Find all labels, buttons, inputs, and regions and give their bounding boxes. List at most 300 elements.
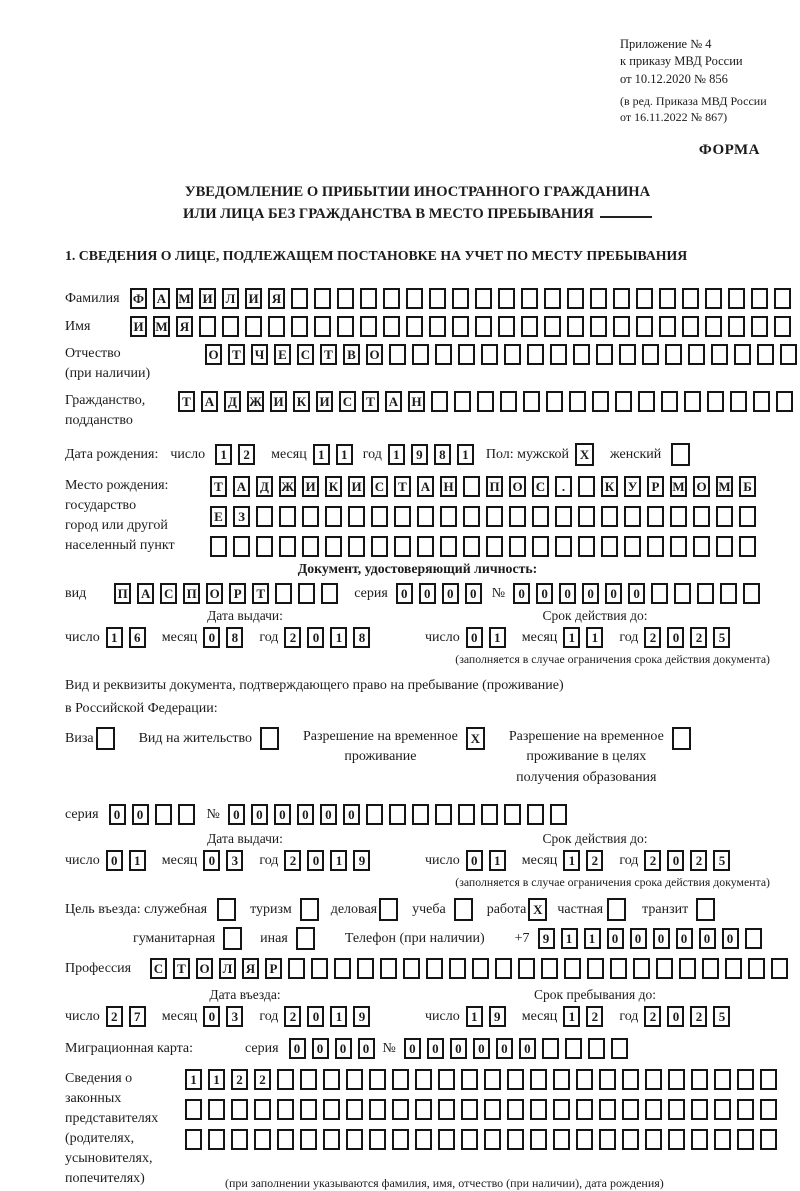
char-box[interactable]: 1: [489, 627, 506, 648]
char-box[interactable]: [734, 344, 751, 365]
char-box[interactable]: [277, 1129, 294, 1150]
char-box[interactable]: [771, 958, 788, 979]
char-box[interactable]: [613, 316, 630, 337]
char-box[interactable]: Е: [210, 506, 227, 527]
char-box[interactable]: К: [293, 391, 310, 412]
char-box[interactable]: [412, 344, 429, 365]
char-box[interactable]: [185, 1099, 202, 1120]
char-box[interactable]: [760, 1099, 777, 1120]
char-box[interactable]: [601, 506, 618, 527]
char-box[interactable]: 0: [513, 583, 530, 604]
char-box[interactable]: 5: [713, 850, 730, 871]
char-box[interactable]: [688, 344, 705, 365]
char-box[interactable]: [672, 727, 691, 750]
char-box[interactable]: [314, 316, 331, 337]
char-box[interactable]: 1: [457, 444, 474, 465]
char-box[interactable]: [647, 506, 664, 527]
char-box[interactable]: 2: [690, 850, 707, 871]
char-box[interactable]: [475, 288, 492, 309]
char-box[interactable]: [696, 898, 715, 921]
char-box[interactable]: [415, 1129, 432, 1150]
char-box[interactable]: Т: [394, 476, 411, 497]
char-box[interactable]: [233, 536, 250, 557]
char-box[interactable]: [751, 288, 768, 309]
char-box[interactable]: [530, 1129, 547, 1150]
char-box[interactable]: [530, 1069, 547, 1090]
char-box[interactable]: 0: [699, 928, 716, 949]
char-box[interactable]: 0: [442, 583, 459, 604]
char-box[interactable]: 0: [559, 583, 576, 604]
char-box[interactable]: [661, 391, 678, 412]
char-box[interactable]: [461, 1129, 478, 1150]
char-box[interactable]: [760, 1129, 777, 1150]
sex-female-checkbox[interactable]: [671, 443, 696, 466]
char-box[interactable]: 6: [129, 627, 146, 648]
char-box[interactable]: 1: [330, 627, 347, 648]
char-box[interactable]: [599, 1069, 616, 1090]
char-box[interactable]: 2: [231, 1069, 248, 1090]
char-box[interactable]: [498, 288, 515, 309]
char-box[interactable]: Л: [222, 288, 239, 309]
char-box[interactable]: [546, 391, 563, 412]
char-box[interactable]: [578, 536, 595, 557]
char-box[interactable]: О: [693, 476, 710, 497]
char-box[interactable]: [544, 316, 561, 337]
char-box[interactable]: А: [137, 583, 154, 604]
char-box[interactable]: [392, 1129, 409, 1150]
char-box[interactable]: Б: [739, 476, 756, 497]
char-box[interactable]: 2: [644, 1006, 661, 1027]
char-box[interactable]: П: [183, 583, 200, 604]
char-box[interactable]: [260, 727, 279, 750]
char-box[interactable]: 0: [297, 804, 314, 825]
char-box[interactable]: [380, 958, 397, 979]
char-box[interactable]: [590, 316, 607, 337]
char-box[interactable]: [300, 898, 319, 921]
char-box[interactable]: У: [624, 476, 641, 497]
char-box[interactable]: [622, 1099, 639, 1120]
char-box[interactable]: 1: [489, 850, 506, 871]
char-box[interactable]: [296, 927, 315, 950]
char-box[interactable]: [599, 1099, 616, 1120]
char-box[interactable]: С: [339, 391, 356, 412]
char-box[interactable]: 5: [713, 1006, 730, 1027]
char-box[interactable]: Т: [320, 344, 337, 365]
char-box[interactable]: 0: [203, 627, 220, 648]
char-box[interactable]: [702, 958, 719, 979]
char-box[interactable]: 3: [226, 1006, 243, 1027]
char-box[interactable]: 0: [396, 583, 413, 604]
char-box[interactable]: [659, 288, 676, 309]
char-box[interactable]: [217, 898, 236, 921]
char-box[interactable]: [670, 536, 687, 557]
char-box[interactable]: [300, 1099, 317, 1120]
char-box[interactable]: [691, 1099, 708, 1120]
char-box[interactable]: 0: [307, 1006, 324, 1027]
char-box[interactable]: [383, 316, 400, 337]
sex-male-checkbox[interactable]: [575, 443, 600, 466]
char-box[interactable]: [291, 288, 308, 309]
char-box[interactable]: 0: [404, 1038, 421, 1059]
char-box[interactable]: 0: [307, 850, 324, 871]
char-box[interactable]: 2: [284, 850, 301, 871]
char-box[interactable]: А: [385, 391, 402, 412]
char-box[interactable]: [268, 316, 285, 337]
char-box[interactable]: [254, 1129, 271, 1150]
char-box[interactable]: [454, 898, 473, 921]
char-box[interactable]: 0: [312, 1038, 329, 1059]
char-box[interactable]: 7: [129, 1006, 146, 1027]
char-box[interactable]: 9: [489, 1006, 506, 1027]
char-box[interactable]: [369, 1129, 386, 1150]
char-box[interactable]: X: [528, 898, 547, 921]
char-box[interactable]: Р: [647, 476, 664, 497]
char-box[interactable]: [714, 1129, 731, 1150]
char-box[interactable]: И: [302, 476, 319, 497]
char-box[interactable]: П: [486, 476, 503, 497]
char-box[interactable]: [553, 1069, 570, 1090]
char-box[interactable]: 1: [330, 1006, 347, 1027]
char-box[interactable]: [415, 1069, 432, 1090]
char-box[interactable]: [383, 288, 400, 309]
char-box[interactable]: [323, 1069, 340, 1090]
char-box[interactable]: [622, 1129, 639, 1150]
char-box[interactable]: [435, 804, 452, 825]
purpose-transit-checkbox[interactable]: [696, 898, 721, 921]
char-box[interactable]: Ж: [247, 391, 264, 412]
char-box[interactable]: [426, 958, 443, 979]
char-box[interactable]: [555, 506, 572, 527]
char-box[interactable]: [780, 344, 797, 365]
char-box[interactable]: 0: [667, 1006, 684, 1027]
char-box[interactable]: [521, 316, 538, 337]
char-box[interactable]: 1: [106, 627, 123, 648]
char-box[interactable]: [481, 804, 498, 825]
char-box[interactable]: К: [325, 476, 342, 497]
char-box[interactable]: 2: [690, 1006, 707, 1027]
char-box[interactable]: С: [160, 583, 177, 604]
char-box[interactable]: 0: [307, 627, 324, 648]
char-box[interactable]: [613, 288, 630, 309]
char-box[interactable]: [369, 1099, 386, 1120]
char-box[interactable]: [730, 391, 747, 412]
char-box[interactable]: 1: [466, 1006, 483, 1027]
char-box[interactable]: [346, 1099, 363, 1120]
char-box[interactable]: [360, 316, 377, 337]
char-box[interactable]: 8: [434, 444, 451, 465]
purpose-work-checkbox[interactable]: [528, 898, 553, 921]
char-box[interactable]: 1: [563, 850, 580, 871]
rvp-edu-checkbox[interactable]: [672, 727, 697, 750]
char-box[interactable]: [607, 898, 626, 921]
char-box[interactable]: [438, 1099, 455, 1120]
char-box[interactable]: В: [343, 344, 360, 365]
char-box[interactable]: [636, 288, 653, 309]
char-box[interactable]: [624, 536, 641, 557]
char-box[interactable]: 2: [586, 1006, 603, 1027]
char-box[interactable]: З: [233, 506, 250, 527]
phone-cells[interactable]: [538, 928, 768, 949]
char-box[interactable]: [509, 506, 526, 527]
char-box[interactable]: 1: [129, 850, 146, 871]
char-box[interactable]: Л: [219, 958, 236, 979]
char-box[interactable]: Т: [362, 391, 379, 412]
char-box[interactable]: 0: [427, 1038, 444, 1059]
char-box[interactable]: И: [348, 476, 365, 497]
char-box[interactable]: [210, 536, 227, 557]
char-box[interactable]: М: [716, 476, 733, 497]
char-box[interactable]: [565, 1038, 582, 1059]
char-box[interactable]: [530, 1099, 547, 1120]
char-box[interactable]: [578, 506, 595, 527]
char-box[interactable]: [415, 1099, 432, 1120]
char-box[interactable]: 1: [330, 850, 347, 871]
purpose-study-checkbox[interactable]: [454, 898, 479, 921]
char-box[interactable]: [550, 804, 567, 825]
char-box[interactable]: [288, 958, 305, 979]
char-box[interactable]: [728, 288, 745, 309]
char-box[interactable]: [573, 344, 590, 365]
char-box[interactable]: М: [153, 316, 170, 337]
char-box[interactable]: И: [199, 288, 216, 309]
char-box[interactable]: 0: [630, 928, 647, 949]
char-box[interactable]: 0: [536, 583, 553, 604]
char-box[interactable]: [774, 288, 791, 309]
char-box[interactable]: 0: [109, 804, 126, 825]
char-box[interactable]: [728, 316, 745, 337]
char-box[interactable]: [507, 1069, 524, 1090]
char-box[interactable]: [578, 476, 595, 497]
char-box[interactable]: [438, 1069, 455, 1090]
char-box[interactable]: О: [205, 344, 222, 365]
char-box[interactable]: [737, 1069, 754, 1090]
char-box[interactable]: [231, 1129, 248, 1150]
char-box[interactable]: [745, 928, 762, 949]
char-box[interactable]: [714, 1099, 731, 1120]
char-box[interactable]: [461, 1069, 478, 1090]
char-box[interactable]: [472, 958, 489, 979]
char-box[interactable]: [705, 316, 722, 337]
char-box[interactable]: [477, 391, 494, 412]
char-box[interactable]: Ж: [279, 476, 296, 497]
char-box[interactable]: [389, 804, 406, 825]
char-box[interactable]: [624, 506, 641, 527]
char-box[interactable]: [532, 536, 549, 557]
char-box[interactable]: [379, 898, 398, 921]
char-box[interactable]: [647, 536, 664, 557]
char-box[interactable]: [693, 506, 710, 527]
char-box[interactable]: [463, 476, 480, 497]
char-box[interactable]: [674, 583, 691, 604]
char-box[interactable]: [668, 1069, 685, 1090]
char-box[interactable]: 1: [584, 928, 601, 949]
char-box[interactable]: [716, 536, 733, 557]
char-box[interactable]: И: [130, 316, 147, 337]
char-box[interactable]: [720, 583, 737, 604]
char-box[interactable]: 9: [411, 444, 428, 465]
char-box[interactable]: [231, 1099, 248, 1120]
char-box[interactable]: [321, 583, 338, 604]
char-box[interactable]: Я: [176, 316, 193, 337]
char-box[interactable]: 0: [320, 804, 337, 825]
char-box[interactable]: [484, 1099, 501, 1120]
char-box[interactable]: [155, 804, 172, 825]
char-box[interactable]: [748, 958, 765, 979]
char-box[interactable]: 0: [358, 1038, 375, 1059]
char-box[interactable]: 8: [353, 627, 370, 648]
char-box[interactable]: [691, 1129, 708, 1150]
char-box[interactable]: [348, 536, 365, 557]
char-box[interactable]: [406, 288, 423, 309]
char-box[interactable]: [527, 344, 544, 365]
char-box[interactable]: 2: [586, 850, 603, 871]
char-box[interactable]: [323, 1129, 340, 1150]
char-box[interactable]: [567, 316, 584, 337]
char-box[interactable]: [684, 391, 701, 412]
char-box[interactable]: П: [114, 583, 131, 604]
char-box[interactable]: 0: [676, 928, 693, 949]
char-box[interactable]: 0: [496, 1038, 513, 1059]
char-box[interactable]: [394, 536, 411, 557]
char-box[interactable]: 2: [254, 1069, 271, 1090]
char-box[interactable]: Е: [274, 344, 291, 365]
visa-checkbox[interactable]: [96, 727, 121, 750]
char-box[interactable]: 0: [653, 928, 670, 949]
char-box[interactable]: [256, 506, 273, 527]
char-box[interactable]: [392, 1069, 409, 1090]
char-box[interactable]: 0: [228, 804, 245, 825]
char-box[interactable]: [622, 1069, 639, 1090]
char-box[interactable]: 0: [419, 583, 436, 604]
char-box[interactable]: [596, 344, 613, 365]
char-box[interactable]: 0: [607, 928, 624, 949]
char-box[interactable]: 2: [690, 627, 707, 648]
char-box[interactable]: [739, 536, 756, 557]
char-box[interactable]: [592, 391, 609, 412]
char-box[interactable]: [357, 958, 374, 979]
char-box[interactable]: [346, 1129, 363, 1150]
char-box[interactable]: [291, 316, 308, 337]
char-box[interactable]: [392, 1099, 409, 1120]
char-box[interactable]: [610, 958, 627, 979]
char-box[interactable]: [452, 316, 469, 337]
char-box[interactable]: [323, 1099, 340, 1120]
char-box[interactable]: 9: [538, 928, 555, 949]
char-box[interactable]: [302, 536, 319, 557]
char-box[interactable]: [185, 1129, 202, 1150]
char-box[interactable]: [337, 288, 354, 309]
char-box[interactable]: [431, 391, 448, 412]
char-box[interactable]: И: [245, 288, 262, 309]
char-box[interactable]: [553, 1099, 570, 1120]
char-box[interactable]: [254, 1099, 271, 1120]
char-box[interactable]: [668, 1099, 685, 1120]
char-box[interactable]: [587, 958, 604, 979]
char-box[interactable]: 5: [713, 627, 730, 648]
char-box[interactable]: [645, 1129, 662, 1150]
char-box[interactable]: [208, 1099, 225, 1120]
char-box[interactable]: [590, 288, 607, 309]
char-box[interactable]: 1: [388, 444, 405, 465]
char-box[interactable]: А: [233, 476, 250, 497]
char-box[interactable]: [222, 316, 239, 337]
purpose-private-checkbox[interactable]: [607, 898, 632, 921]
char-box[interactable]: [521, 288, 538, 309]
char-box[interactable]: [348, 506, 365, 527]
char-box[interactable]: [438, 1129, 455, 1150]
char-box[interactable]: [325, 536, 342, 557]
char-box[interactable]: [429, 316, 446, 337]
char-box[interactable]: [325, 506, 342, 527]
char-box[interactable]: 1: [336, 444, 353, 465]
char-box[interactable]: Т: [173, 958, 190, 979]
char-box[interactable]: [682, 316, 699, 337]
char-box[interactable]: 9: [353, 850, 370, 871]
char-box[interactable]: [645, 1069, 662, 1090]
char-box[interactable]: 0: [203, 1006, 220, 1027]
char-box[interactable]: А: [201, 391, 218, 412]
char-box[interactable]: Т: [228, 344, 245, 365]
char-box[interactable]: А: [417, 476, 434, 497]
char-box[interactable]: [484, 1129, 501, 1150]
char-box[interactable]: [311, 958, 328, 979]
char-box[interactable]: [279, 536, 296, 557]
char-box[interactable]: [406, 316, 423, 337]
char-box[interactable]: [300, 1069, 317, 1090]
char-box[interactable]: Р: [229, 583, 246, 604]
char-box[interactable]: 1: [215, 444, 232, 465]
char-box[interactable]: [463, 506, 480, 527]
char-box[interactable]: 0: [274, 804, 291, 825]
char-box[interactable]: С: [532, 476, 549, 497]
char-box[interactable]: Н: [408, 391, 425, 412]
char-box[interactable]: [611, 1038, 628, 1059]
purpose-other-checkbox[interactable]: [296, 927, 321, 950]
char-box[interactable]: [679, 958, 696, 979]
purpose-business-checkbox[interactable]: [379, 898, 404, 921]
char-box[interactable]: С: [371, 476, 388, 497]
char-box[interactable]: 0: [106, 850, 123, 871]
char-box[interactable]: [693, 536, 710, 557]
char-box[interactable]: 0: [132, 804, 149, 825]
char-box[interactable]: [753, 391, 770, 412]
purpose-official-checkbox[interactable]: [217, 898, 242, 921]
char-box[interactable]: Я: [242, 958, 259, 979]
char-box[interactable]: [636, 316, 653, 337]
char-box[interactable]: .: [555, 476, 572, 497]
char-box[interactable]: Я: [268, 288, 285, 309]
char-box[interactable]: [757, 344, 774, 365]
char-box[interactable]: [509, 536, 526, 557]
char-box[interactable]: [576, 1069, 593, 1090]
char-box[interactable]: [760, 1069, 777, 1090]
char-box[interactable]: 2: [238, 444, 255, 465]
char-box[interactable]: [458, 804, 475, 825]
char-box[interactable]: 1: [586, 627, 603, 648]
char-box[interactable]: [440, 506, 457, 527]
char-box[interactable]: [394, 506, 411, 527]
char-box[interactable]: [96, 727, 115, 750]
char-box[interactable]: [314, 288, 331, 309]
char-box[interactable]: 0: [582, 583, 599, 604]
char-box[interactable]: [532, 506, 549, 527]
char-box[interactable]: 0: [289, 1038, 306, 1059]
char-box[interactable]: [743, 583, 760, 604]
char-box[interactable]: [298, 583, 315, 604]
char-box[interactable]: [245, 316, 262, 337]
char-box[interactable]: [256, 536, 273, 557]
char-box[interactable]: Д: [224, 391, 241, 412]
